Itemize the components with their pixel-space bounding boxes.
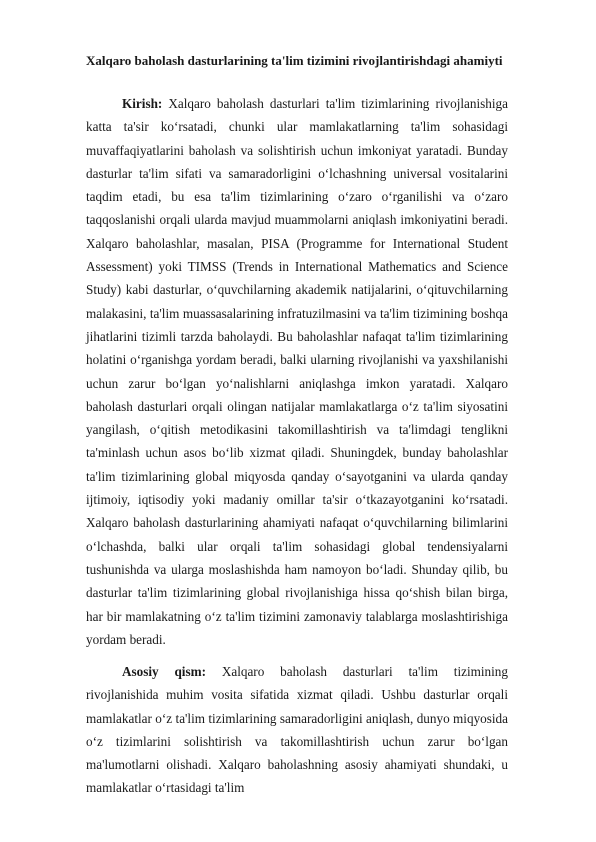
main-heading: Asosiy qism: (122, 664, 206, 679)
intro-text: Xalqaro baholash dasturlari ta'lim tizimlarining rivojlanishiga katta ta'sir ko‘rsatadi, chunki ular mamlakatlarning ta'lim sohasidagi muvaffaqiyatlarini baholash va solishtirish uchun imkoniyat yaratadi. Bunday dasturlar ta'lim sifati va samaradorligini o‘lchashning universal vositalarini taqdim etadi, bu esa ta'lim tizimlarining o‘zaro o‘rganilishi va o‘zaro taqqoslanishi orqali ularda mavjud muammolarni aniqlash imkoniyatini beradi. Xalqaro baholashlar, masalan, PISA (Programme for International Student Assessment) yoki TIMSS (Trends in International Mathematics and Science Study) kabi dasturlar, o‘quvchilarning akademik natijalarini, o‘qituvchilarning malakasini, ta'lim muassasalarining infratuzilmasini va ta'lim tizimining boshqa jihatlarini tizimli tarzda baholaydi. Bu baholashlar nafaqat ta'lim tizimlarining holatini o‘rganishga yordam beradi, balki ularning rivojlanishi va yaxshilanishi uchun zarur bo‘lgan yo‘nalishlarni aniqlashga imkon yaratadi. Xalqaro baholash dasturlari orqali olingan natijalar mamlakatlarga o‘z ta'lim siyosatini yangilash, o‘qitish metodikasini takomillashtirish va ta'limdagi tenglikni ta'minlash uchun asos bo‘lib xizmat qiladi. Shuningdek, bunday baholashlar ta'lim tizimlarining global miqyosda qanday o‘sayotganini va ularda qanday ijtimoiy, iqtisodiy yoki madaniy omillar ta'sir o‘tkazayotganini ko‘rsatadi. Xalqaro baholash dasturlarining ahamiyati nafaqat o‘quvchilarning bilimlarini o‘lchashda, balki ular orqali ta'lim sohasidagi global tendensiyalarni tushunishda va ularga moslashishda ham namoyon bo‘ladi. Shunday qilib, bu dasturlar ta'lim tizimlarining global rivojlanishiga hissa qo‘shish bilan birga, har bir mamlakatning o‘z ta'lim tizimini zamonaviy talablarga moslashtirishiga yordam beradi. (86, 96, 508, 647)
main-paragraph (86, 660, 508, 800)
document-title: Xalqaro baholash dasturlarining ta'lim tizimini rivojlantirishdagi ahamiyti (86, 53, 503, 68)
main-text: Xalqaro baholash dasturlari ta'lim tizimining rivojlanishida muhim vosita sifatida xizmat qiladi. Ushbu dasturlar orqali mamlakatlar o‘z ta'lim tizimlarining samaradorligini aniqlash, dunyo miqyosida o‘z tizimlarini solishtirish va takomillashtirish uchun zarur bo‘lgan ma'lumotlarni olishadi. Xalqaro baholashning asosiy ahamiyati shundaki, u mamlakatlar o‘rtasidagi ta'lim (86, 664, 508, 796)
intro-heading: Kirish: (122, 96, 163, 111)
intro-paragraph (86, 92, 508, 651)
